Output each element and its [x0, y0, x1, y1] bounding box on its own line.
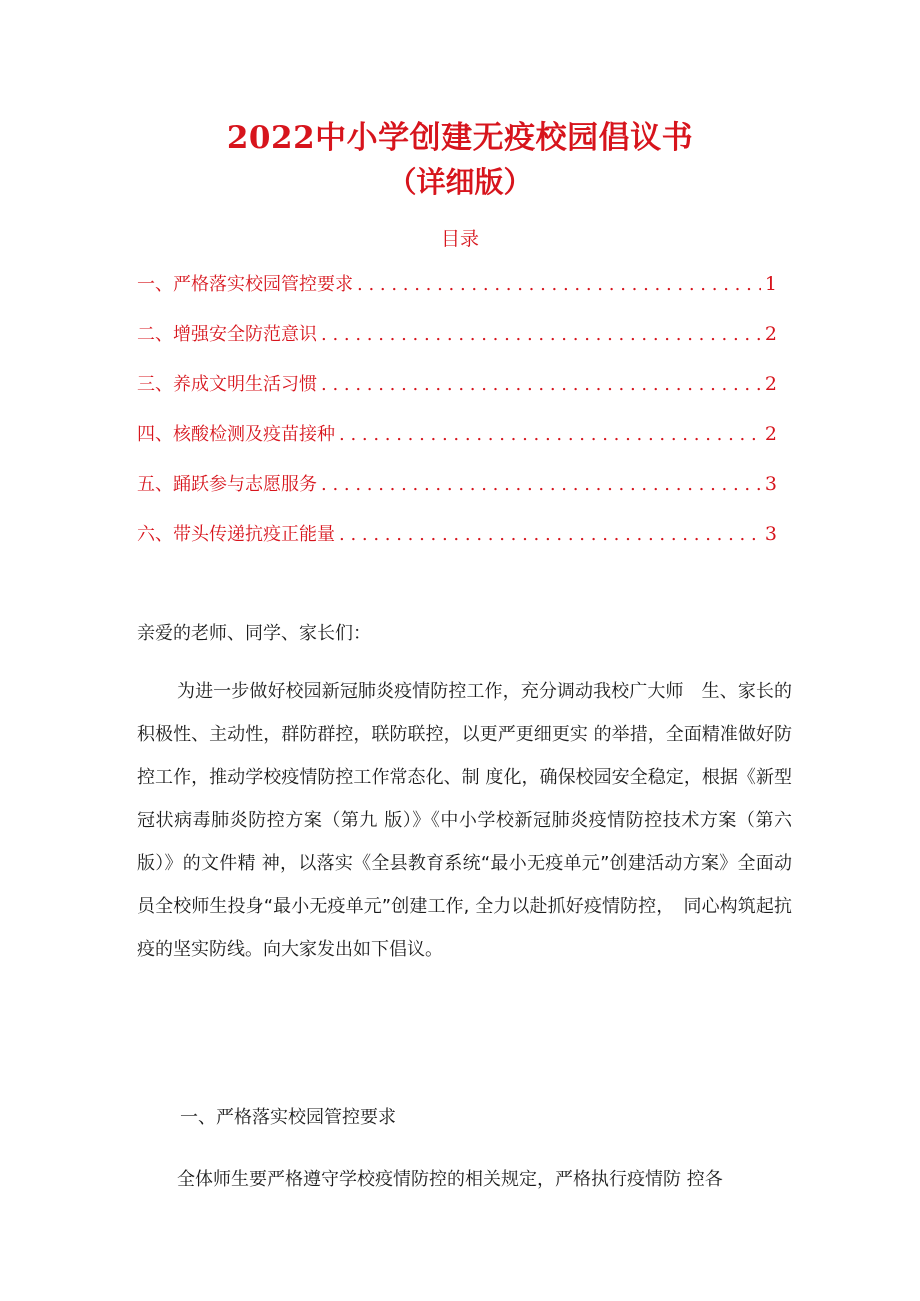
toc-entry-page: 2	[764, 323, 777, 345]
toc-entry-6[interactable]	[137, 520, 777, 570]
toc-entry-5[interactable]	[137, 470, 777, 520]
toc-entry-4[interactable]	[137, 420, 777, 470]
toc-entry-label: 四、核酸检测及疫苗接种	[137, 424, 335, 445]
toc-entry-page: 3	[764, 523, 777, 545]
intro-paragraph: 为进一步做好校园新冠肺炎疫情防控工作，充分调动我校广大师 生、家长的积极性、主动性，群防群控，联防联控，以更严更细更实 的举措，全面精准做好防控工作，推动学校疫情防控工作常态化、制 度化，确保校园安全稳定，根据《新型冠状病毒肺炎防控方案（第九 版）》《中小学校新冠肺炎疫情防控技术方案（第六版）》的文件精 神，以落实《全县教育系统“最小无疫单元”创建活动方案》全面动 员全校师生投身“最小无疫单元”创建工作, 全力以赴抓好疫情防控， 同心构筑起抗疫的坚实防线。向大家发出如下倡议。	[137, 681, 792, 960]
salutation: 亲爱的老师、同学、家长们：	[137, 623, 371, 644]
toc-entry-label: 三、养成文明生活习惯	[137, 374, 317, 395]
toc-leader-dots	[321, 374, 761, 395]
toc-entry-label: 六、带头传递抗疫正能量	[137, 524, 335, 545]
toc-entry-page: 2	[764, 373, 777, 395]
toc-heading: 目录	[440, 228, 479, 250]
section-paragraph: 全体师生要严格遵守学校疫情防控的相关规定，严格执行疫情防 控各	[177, 1169, 723, 1190]
document-title: 2022中小学创建无疫校园倡议书	[226, 120, 694, 156]
toc-entry-2[interactable]	[137, 320, 777, 370]
toc-entry-label: 二、增强安全防范意识	[137, 324, 317, 345]
toc-entry-page: 3	[764, 473, 777, 495]
toc-leader-dots	[339, 524, 761, 545]
table-of-contents	[137, 270, 777, 570]
section-heading: 一、严格落实校园管控要求	[180, 1107, 396, 1128]
toc-entry-page: 1	[764, 273, 777, 295]
toc-leader-dots	[339, 424, 761, 445]
toc-entry-3[interactable]	[137, 370, 777, 420]
document-subtitle: （详细版）	[387, 165, 533, 199]
toc-entry-1[interactable]	[137, 270, 777, 320]
toc-leader-dots	[357, 274, 761, 295]
toc-entry-label: 一、严格落实校园管控要求	[137, 274, 353, 295]
toc-leader-dots	[321, 324, 761, 345]
toc-leader-dots	[321, 474, 761, 495]
toc-entry-page: 2	[764, 423, 777, 445]
toc-entry-label: 五、踊跃参与志愿服务	[137, 474, 317, 495]
